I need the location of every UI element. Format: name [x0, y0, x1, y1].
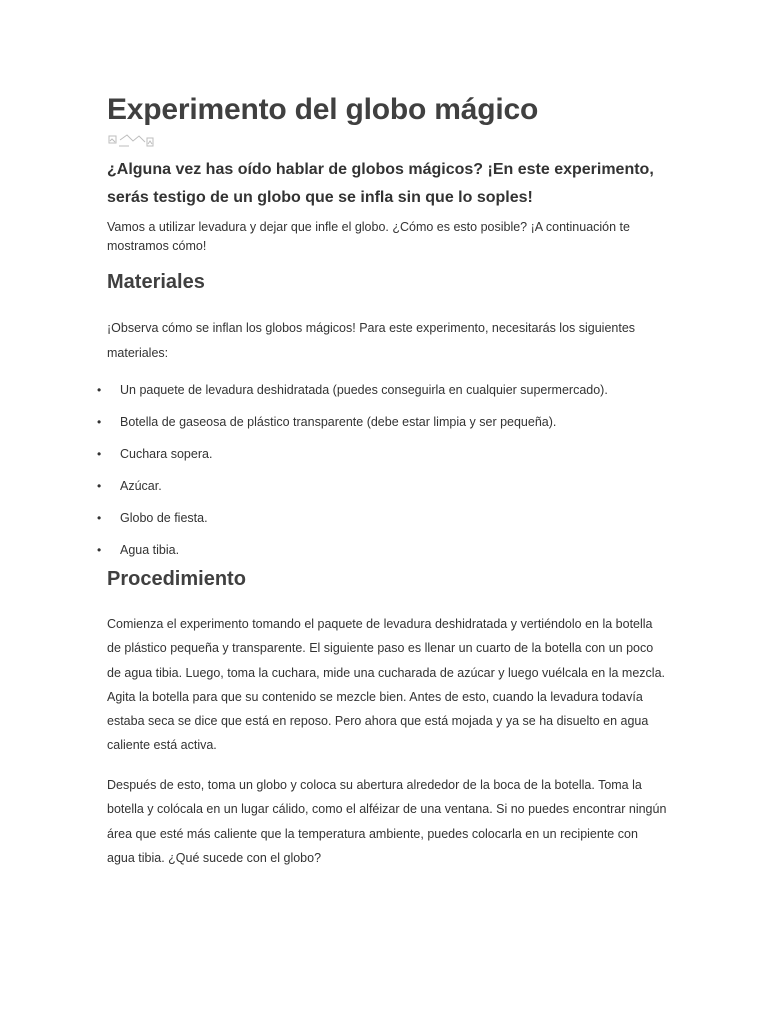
list-item-text: Cuchara sopera. — [120, 447, 213, 461]
broken-image-icon — [107, 132, 157, 150]
bullet-icon: • — [97, 415, 102, 429]
materials-heading: Materiales — [107, 271, 205, 293]
page-title: Experimento del globo mágico — [107, 93, 539, 126]
bullet-icon: • — [97, 543, 102, 557]
procedure-paragraph-1: Comienza el experimento tomando el paquete de levadura deshidratada y vertiéndolo en la botella de plástico pequeña y transparente. El siguiente paso es llenar un cuarto de la botella con un poco de agua tibia. Luego, toma la cuchara, mide una cucharada de azúcar y luego vuélcala en la mezcla. Agita la botella para que su contenido se mezcle bien. Antes de esto, cuando la levadura todavía estaba seca se dice que está en reposo. Pero ahora que está mojada y ya se ha disuelto en agua caliente está activa. — [107, 617, 665, 753]
intro-paragraph: Vamos a utilizar levadura y dejar que infle el globo. ¿Cómo es esto posible? ¡A continuación te mostramos cómo! — [107, 220, 630, 253]
list-item-text: Un paquete de levadura deshidratada (puedes conseguirla en cualquier supermercado). — [120, 383, 608, 397]
bullet-icon: • — [97, 511, 102, 525]
list-item — [97, 476, 687, 508]
list-item — [97, 444, 687, 476]
list-item — [97, 380, 687, 412]
bullet-icon: • — [97, 479, 102, 493]
materials-list — [97, 380, 687, 572]
list-item-text: Agua tibia. — [120, 543, 180, 557]
list-item-text: Globo de fiesta. — [120, 511, 208, 525]
list-item — [97, 508, 687, 540]
procedure-paragraph-2: Después de esto, toma un globo y coloca su abertura alrededor de la boca de la botella. Toma la botella y colócala en un lugar cálido, como el alféizar de una ventana. Si no puedes encontrar ningún área que esté más caliente que la temperatura ambiente, puedes colocarla en un recipiente con agua tibia. ¿Qué sucede con el globo? — [107, 778, 667, 865]
lead-paragraph: ¿Alguna vez has oído hablar de globos mágicos? ¡En este experimento, serás testigo de un globo que se infla sin que lo soples! — [107, 161, 654, 206]
bullet-icon: • — [97, 383, 102, 397]
list-item-text: Botella de gaseosa de plástico transparente (debe estar limpia y ser pequeña). — [120, 415, 557, 429]
materials-intro: ¡Observa cómo se inflan los globos mágicos! Para este experimento, necesitarás los siguientes materiales: — [107, 321, 636, 360]
procedure-heading: Procedimiento — [107, 568, 246, 590]
list-item-text: Azúcar. — [120, 479, 162, 493]
bullet-icon: • — [97, 447, 102, 461]
list-item — [97, 412, 687, 444]
